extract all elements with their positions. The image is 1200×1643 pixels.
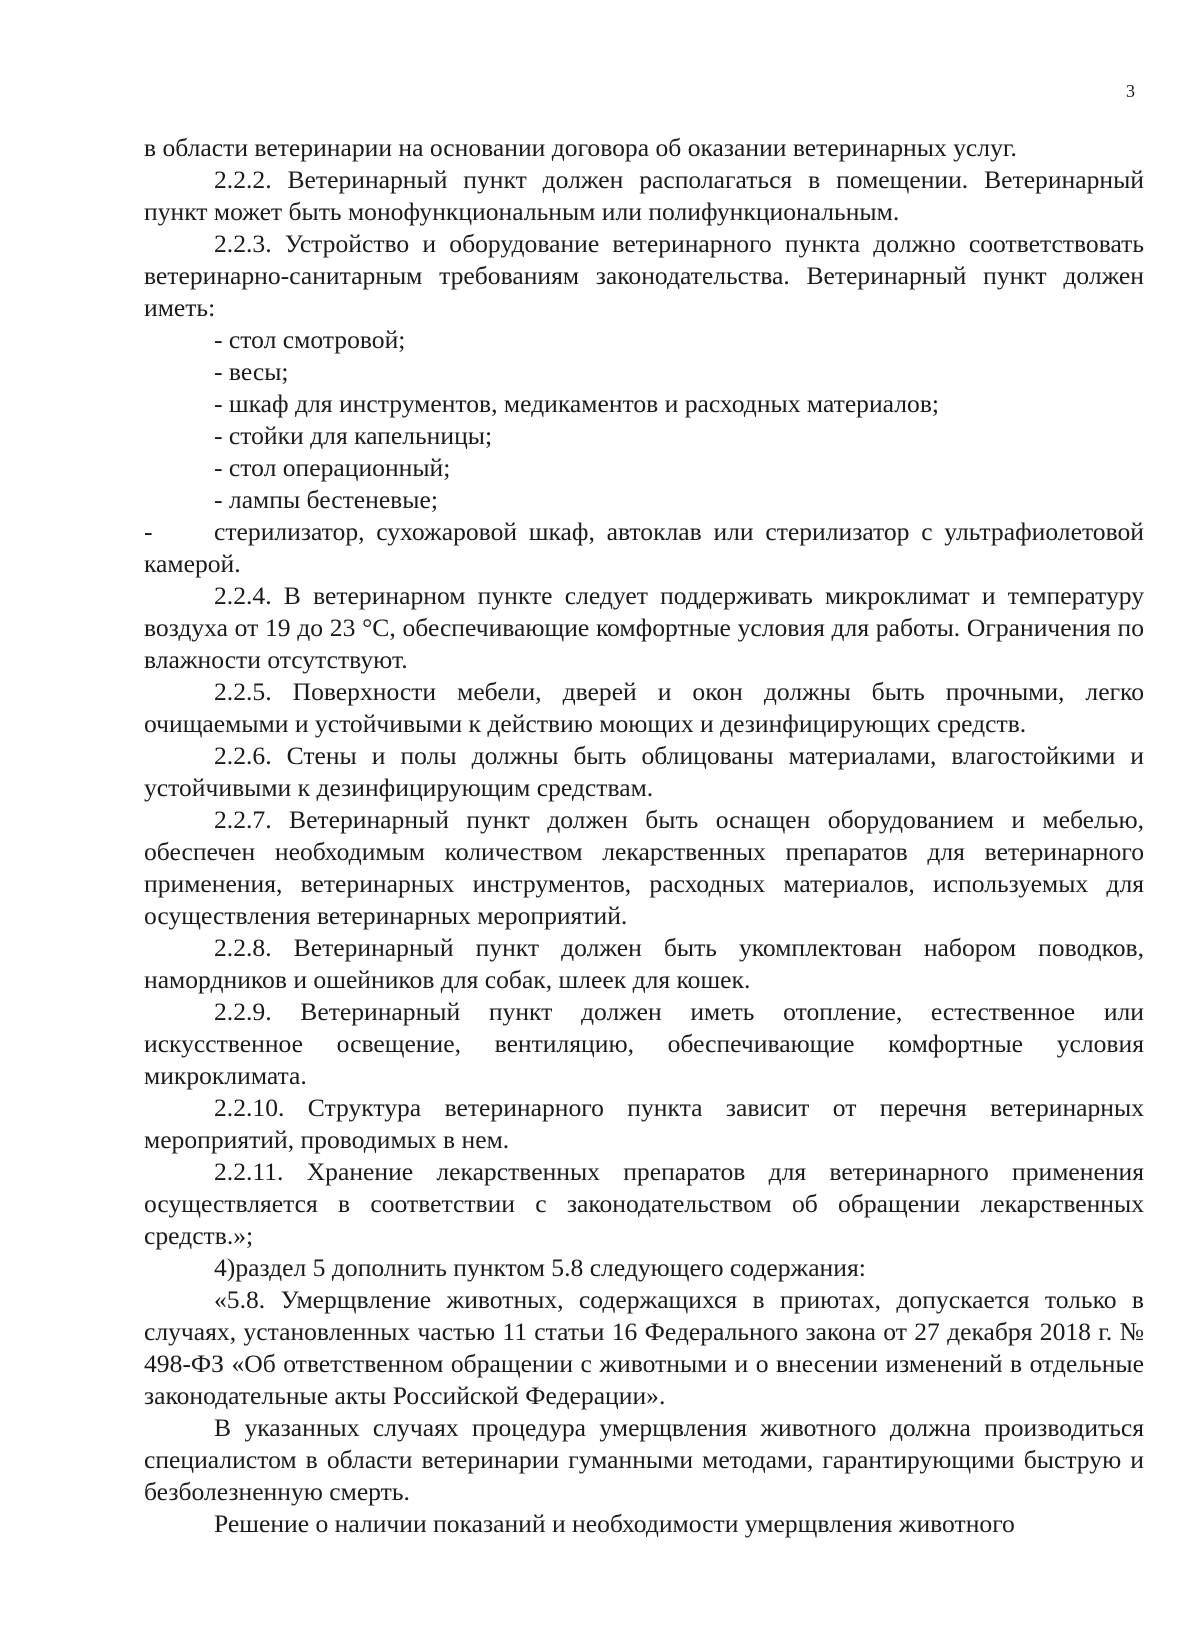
paragraph-2-2-4: 2.2.4. В ветеринарном пункте следует поддерживать микроклимат и температуру воздуха от 19 до 23 °С, обеспечивающие комфортные условия для работы. Ограничения по влажности отсутствуют. [144, 581, 1144, 674]
paragraph-procedure: В указанных случаях процедура умерщвления животного должна производиться специалистом в области ветеринарии гуманными методами, гарантирующими быструю и безболезненную смерть. [144, 1413, 1144, 1506]
paragraph-2-2-9: 2.2.9. Ветеринарный пункт должен иметь отопление, естественное или искусственное освещение, вентиляцию, обеспечивающие комфортные условия микроклимата. [144, 997, 1144, 1090]
page-number: 3 [1126, 81, 1135, 101]
paragraph-2-2-5: 2.2.5. Поверхности мебели, дверей и окон должны быть прочными, легко очищаемыми и устойчивыми к действию моющих и дезинфицирующих средств. [144, 677, 1144, 738]
equipment-list [144, 324, 1144, 580]
paragraph-2-2-7: 2.2.7. Ветеринарный пункт должен быть оснащен оборудованием и мебелью, обеспечен необходимым количеством лекарственных препаратов для ветеринарного применения, ветеринарных инструментов, расходных материалов, используемых для осуществления ветеринарных мероприятий. [144, 805, 1144, 930]
paragraph-2-2-8: 2.2.8. Ветеринарный пункт должен быть укомплектован набором поводков, намордников и ошейников для собак, шлеек для кошек. [144, 933, 1144, 994]
paragraph-2-2-3: 2.2.3. Устройство и оборудование ветеринарного пункта должно соответствовать ветеринарно-санитарным требованиям законодательства. Ветеринарный пункт должен иметь: [144, 229, 1144, 322]
list-dash: - [144, 517, 153, 546]
list-item: - весы; [214, 357, 289, 386]
list-item: - стойки для капельницы; [214, 421, 493, 450]
list-item: - стол операционный; [214, 453, 451, 482]
paragraph-amendment-4: 4)раздел 5 дополнить пунктом 5.8 следующего содержания: [214, 1253, 866, 1282]
paragraph-2-2-11: 2.2.11. Хранение лекарственных препаратов для ветеринарного применения осуществляется в соответствии с законодательством об обращении лекарственных средств.»; [144, 1157, 1144, 1250]
paragraph-decision: Решение о наличии показаний и необходимости умерщвления животного [214, 1509, 1015, 1538]
list-item: - шкаф для инструментов, медикаментов и расходных материалов; [214, 389, 940, 418]
list-item-text: стерилизатор, сухожаровой шкаф, автоклав или стерилизатор с ультрафиолетовой камерой. [144, 517, 1144, 578]
paragraph-continuation: в области ветеринарии на основании договора об оказании ветеринарных услуг. [144, 133, 1017, 162]
paragraph-2-2-10: 2.2.10. Структура ветеринарного пункта зависит от перечня ветеринарных мероприятий, проводимых в нем. [144, 1093, 1144, 1154]
list-item: - стол смотровой; [214, 325, 406, 354]
paragraph-2-2-2: 2.2.2. Ветеринарный пункт должен располагаться в помещении. Ветеринарный пункт может быть монофункциональным или полифункциональным. [144, 165, 1144, 226]
list-item: - лампы бестеневые; [214, 485, 438, 514]
list-item-last [144, 516, 1144, 580]
paragraph-2-2-6: 2.2.6. Стены и полы должны быть облицованы материалами, влагостойкими и устойчивыми к дезинфицирующим средствам. [144, 741, 1144, 802]
paragraph-5-8: «5.8. Умерщвление животных, содержащихся в приютах, допускается только в случаях, установленных частью 11 статьи 16 Федерального закона от 27 декабря 2018 г. № 498-ФЗ «Об ответственном обращении с животными и о внесении изменений в отдельные законодательные акты Российской Федерации». [144, 1285, 1144, 1410]
document-body [144, 132, 1144, 1540]
